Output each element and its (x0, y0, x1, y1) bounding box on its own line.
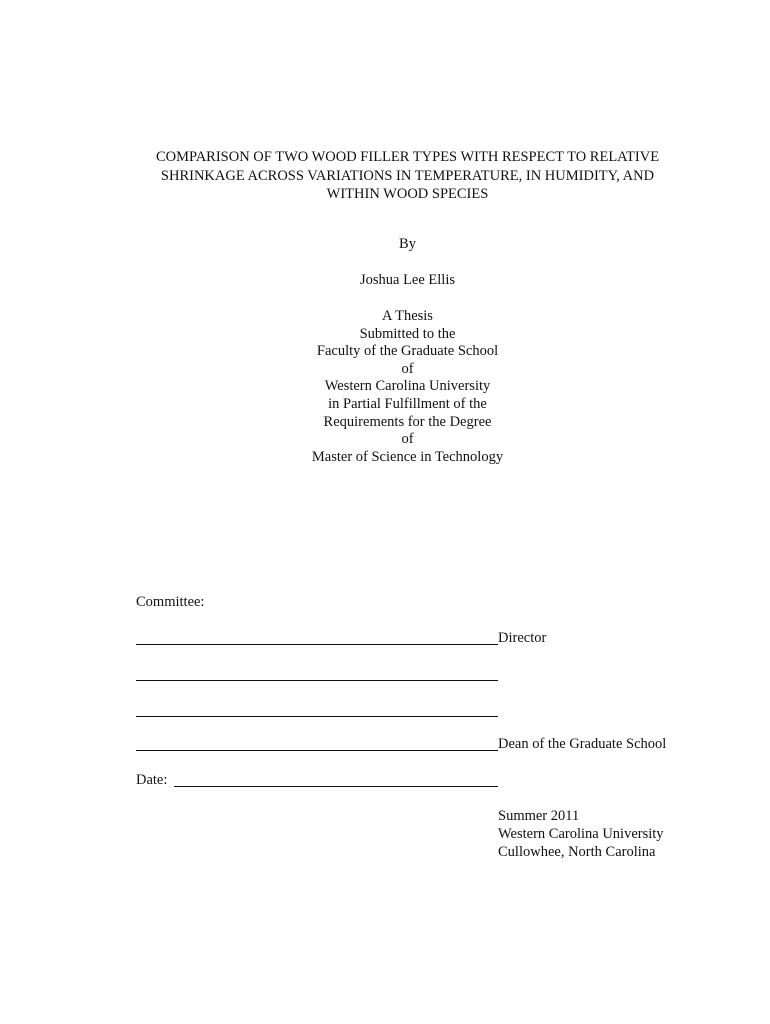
signature-line (136, 644, 498, 645)
thesis-line-2: Submitted to the (359, 325, 456, 342)
title-line-2: SHRINKAGE ACROSS VARIATIONS IN TEMPERATURE, IN HUMIDITY, AND (160, 167, 655, 184)
signature-role-director: Director (498, 630, 547, 646)
signature-role-dean: Dean of the Graduate School (498, 736, 667, 752)
signature-line (136, 750, 498, 751)
thesis-line-3: Faculty of the Graduate School (316, 343, 499, 360)
thesis-line-8: of (401, 431, 414, 448)
date-line (174, 786, 498, 787)
committee-label: Committee: (136, 594, 205, 610)
by-label: By (399, 236, 416, 252)
thesis-line-9: Master of Science in Technology (311, 448, 504, 465)
submission-university: Western Carolina University (498, 826, 664, 843)
thesis-title (100, 148, 715, 204)
thesis-line-1: A Thesis (382, 308, 433, 324)
thesis-line-6: in Partial Fulfillment of the (328, 395, 487, 412)
thesis-statement (185, 308, 630, 466)
signature-line (136, 680, 498, 681)
submission-info (498, 807, 664, 862)
date-label: Date: (136, 772, 168, 788)
thesis-line-5: Western Carolina University (324, 378, 491, 395)
title-line-3: WITHIN WOOD SPECIES (326, 186, 489, 202)
author-name: Joshua Lee Ellis (359, 272, 456, 288)
date-row (136, 772, 498, 792)
submission-term: Summer 2011 (498, 808, 580, 824)
submission-location: Cullowhee, North Carolina (498, 844, 656, 861)
signature-line (136, 716, 498, 717)
title-line-1: COMPARISON OF TWO WOOD FILLER TYPES WITH RESPECT TO RELATIVE (155, 149, 660, 165)
thesis-line-4: of (401, 360, 414, 377)
thesis-line-7: Requirements for the Degree (323, 413, 492, 430)
